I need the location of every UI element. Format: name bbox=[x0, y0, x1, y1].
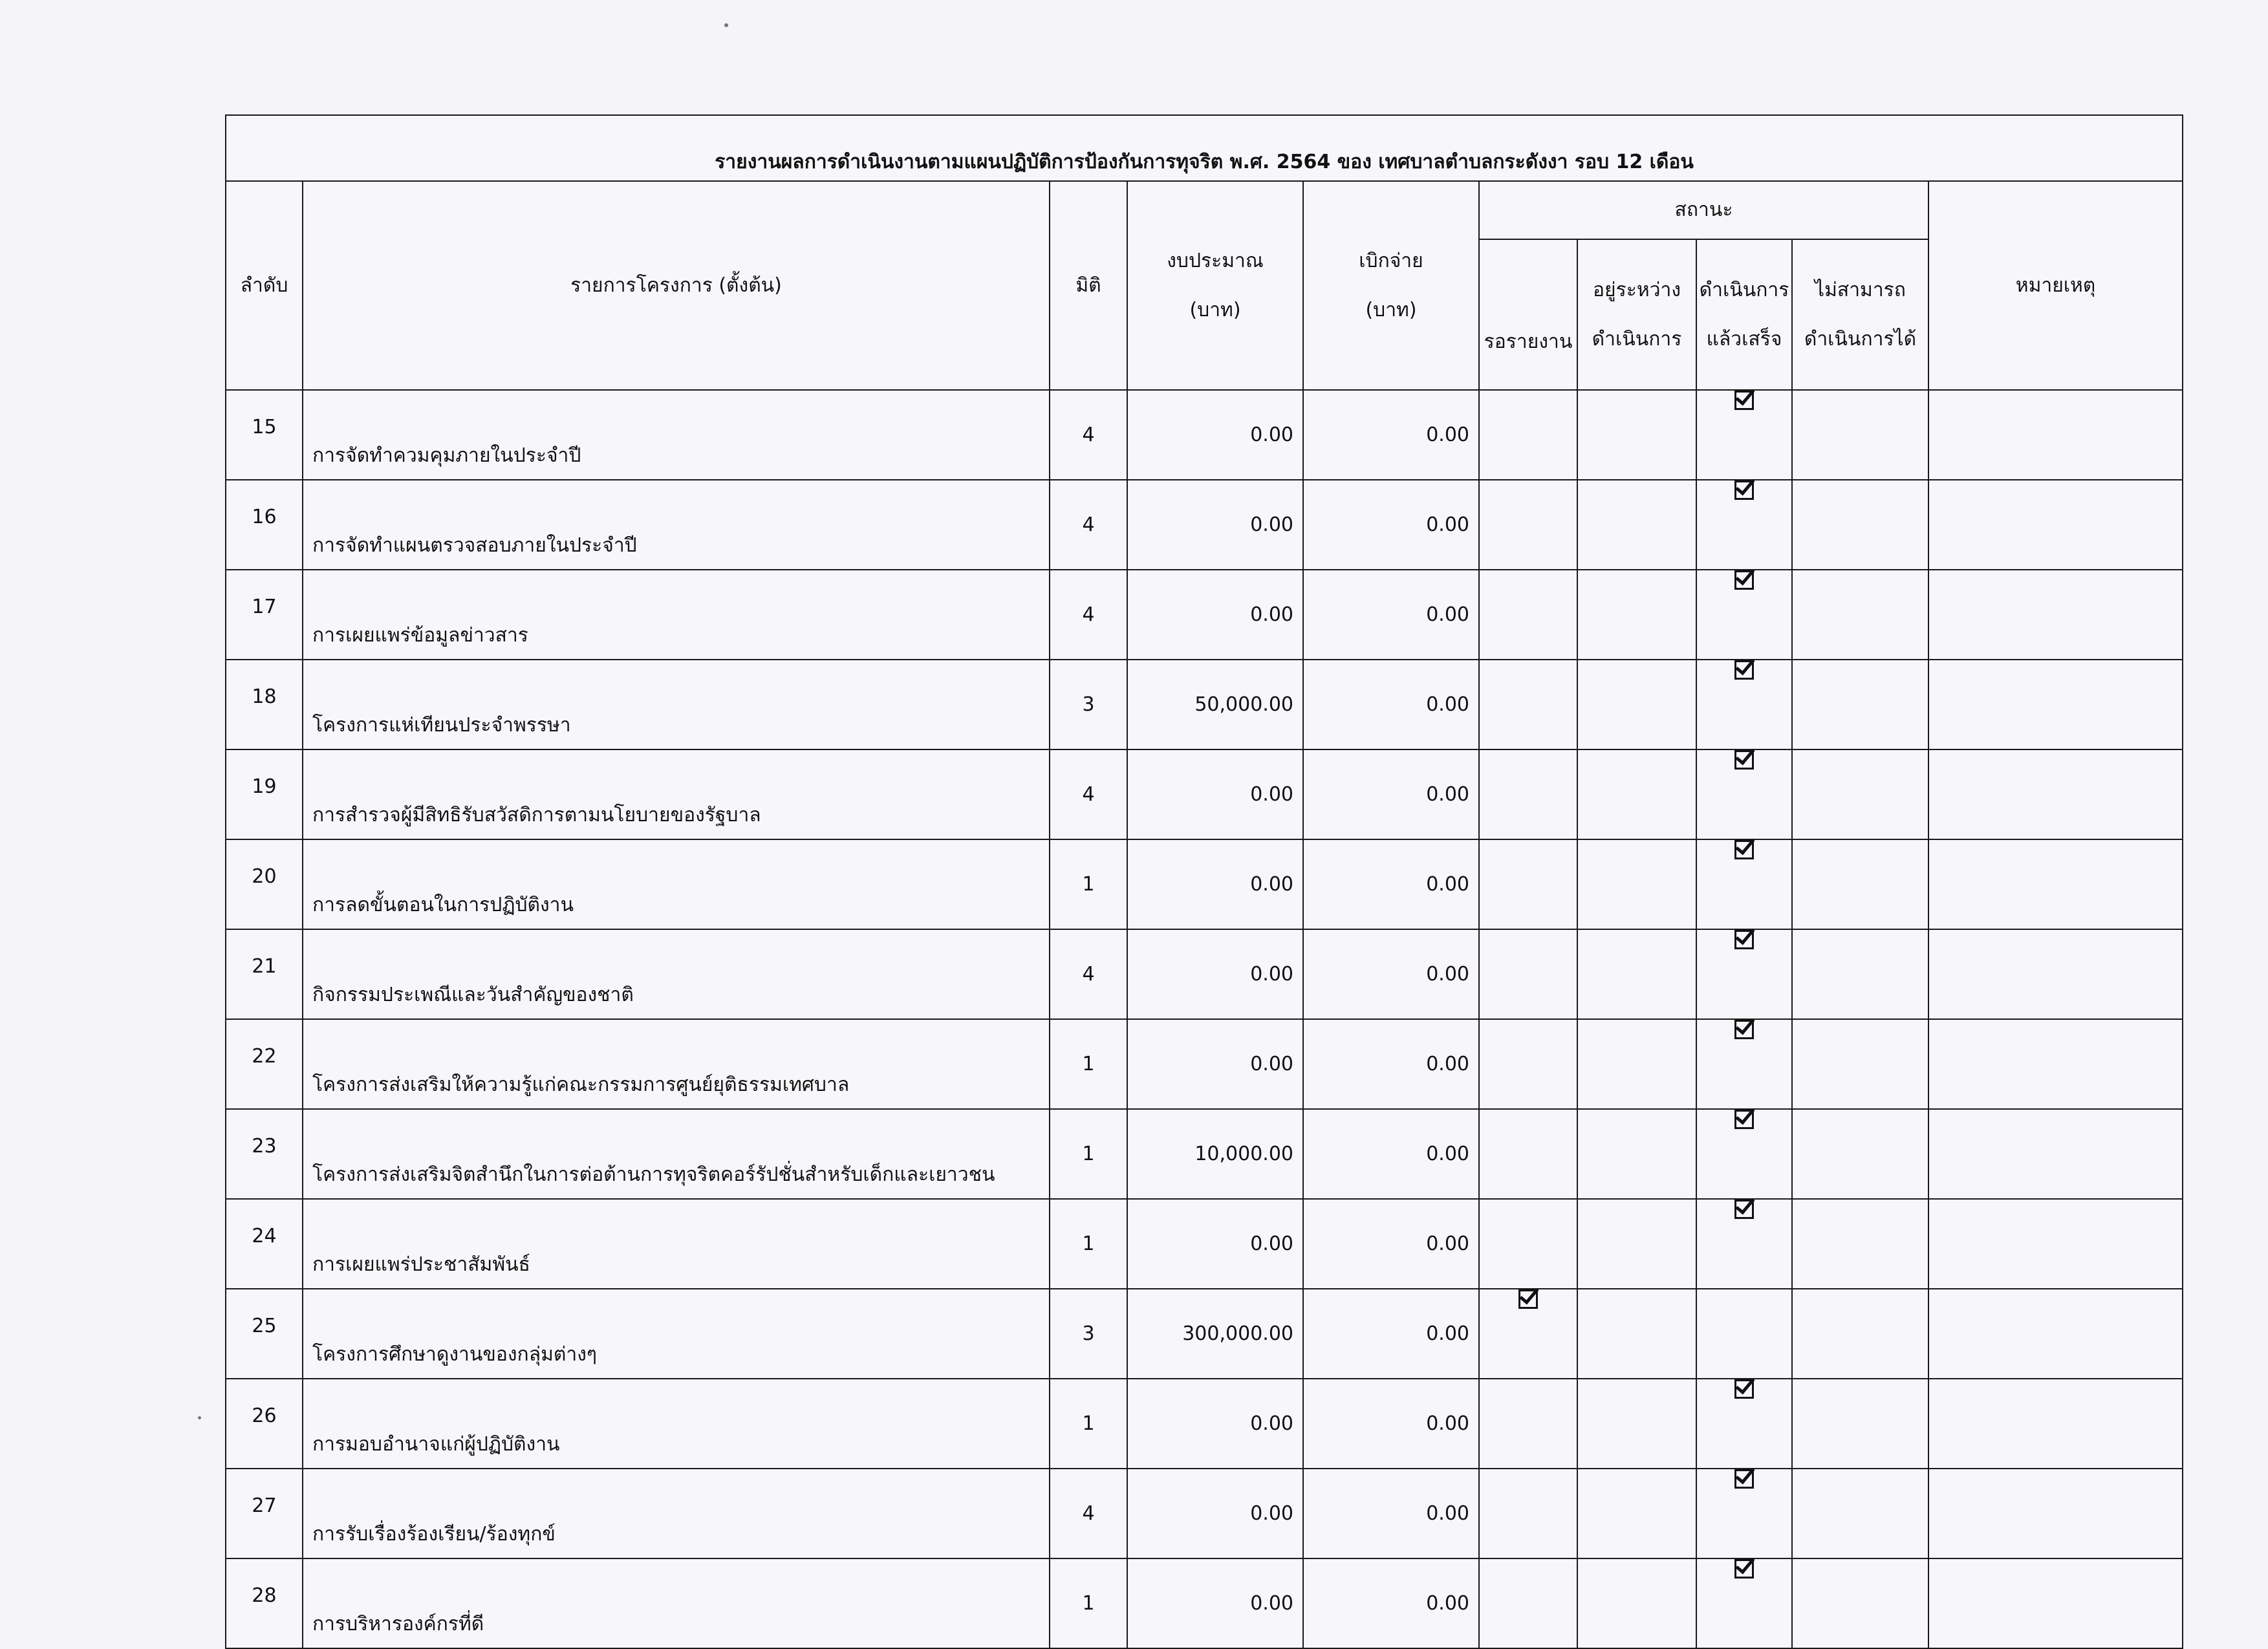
checkbox-checked-icon bbox=[1734, 570, 1754, 590]
remarks-cell bbox=[1928, 749, 2183, 839]
table-row bbox=[226, 480, 2183, 570]
budget-value: 0.00 bbox=[1127, 570, 1303, 660]
table-row bbox=[226, 390, 2183, 480]
table-row bbox=[226, 929, 2183, 1019]
row-number: 25 bbox=[226, 1289, 303, 1379]
header-status-unable bbox=[1792, 239, 1928, 390]
status-unable-cell bbox=[1792, 660, 1928, 749]
dimension-value: 1 bbox=[1050, 839, 1127, 929]
remarks-cell bbox=[1928, 1469, 2183, 1558]
row-number: 27 bbox=[226, 1469, 303, 1558]
budget-value: 0.00 bbox=[1127, 1379, 1303, 1469]
checkbox-checked-icon bbox=[1734, 750, 1754, 770]
header-status-in-progress-line2: ดำเนินการ bbox=[1592, 327, 1682, 350]
status-done-cell bbox=[1696, 929, 1792, 1019]
project-name: การเผยแพร่ข้อมูลข่าวสาร bbox=[303, 570, 1050, 660]
header-status-in-progress-line1: อยู่ระหว่าง bbox=[1593, 278, 1681, 301]
row-number: 17 bbox=[226, 570, 303, 660]
row-number: 26 bbox=[226, 1379, 303, 1469]
header-status-in-progress bbox=[1577, 239, 1696, 390]
status-waiting-cell bbox=[1479, 1379, 1577, 1469]
checkbox-checked-icon bbox=[1734, 1559, 1754, 1579]
header-dimension: มิติ bbox=[1050, 181, 1127, 390]
table-row bbox=[226, 570, 2183, 660]
status-done-cell bbox=[1696, 1558, 1792, 1648]
header-no: ลำดับ bbox=[226, 181, 303, 390]
scan-speck bbox=[198, 1416, 201, 1419]
status-unable-cell bbox=[1792, 1109, 1928, 1199]
status-waiting-cell bbox=[1479, 839, 1577, 929]
checkbox-checked-icon bbox=[1734, 1379, 1754, 1399]
status-unable-cell bbox=[1792, 1558, 1928, 1648]
budget-value: 0.00 bbox=[1127, 1199, 1303, 1289]
dimension-value: 1 bbox=[1050, 1558, 1127, 1648]
status-in-progress-cell bbox=[1577, 570, 1696, 660]
status-in-progress-cell bbox=[1577, 1109, 1696, 1199]
report-table bbox=[225, 114, 2183, 1649]
budget-value: 0.00 bbox=[1127, 1019, 1303, 1109]
dimension-value: 1 bbox=[1050, 1379, 1127, 1469]
dimension-value: 4 bbox=[1050, 749, 1127, 839]
dimension-value: 4 bbox=[1050, 929, 1127, 1019]
table-row bbox=[226, 660, 2183, 749]
status-waiting-cell bbox=[1479, 1109, 1577, 1199]
header-spent-line1: เบิกจ่าย bbox=[1359, 249, 1423, 272]
status-unable-cell bbox=[1792, 480, 1928, 570]
budget-value: 0.00 bbox=[1127, 480, 1303, 570]
dimension-value: 4 bbox=[1050, 1469, 1127, 1558]
row-number: 15 bbox=[226, 390, 303, 480]
status-unable-cell bbox=[1792, 1019, 1928, 1109]
spent-value: 0.00 bbox=[1303, 1469, 1479, 1558]
table-row bbox=[226, 1469, 2183, 1558]
checkbox-checked-icon bbox=[1518, 1289, 1538, 1309]
status-in-progress-cell bbox=[1577, 390, 1696, 480]
row-number: 16 bbox=[226, 480, 303, 570]
status-done-cell bbox=[1696, 749, 1792, 839]
header-budget bbox=[1127, 181, 1303, 390]
budget-value: 0.00 bbox=[1127, 390, 1303, 480]
status-done-cell bbox=[1696, 839, 1792, 929]
remarks-cell bbox=[1928, 1289, 2183, 1379]
budget-value: 0.00 bbox=[1127, 929, 1303, 1019]
status-unable-cell bbox=[1792, 839, 1928, 929]
table-row bbox=[226, 1558, 2183, 1648]
status-in-progress-cell bbox=[1577, 660, 1696, 749]
status-done-cell bbox=[1696, 570, 1792, 660]
status-in-progress-cell bbox=[1577, 839, 1696, 929]
status-waiting-cell bbox=[1479, 749, 1577, 839]
remarks-cell bbox=[1928, 839, 2183, 929]
spent-value: 0.00 bbox=[1303, 929, 1479, 1019]
status-waiting-cell bbox=[1479, 1469, 1577, 1558]
budget-value: 0.00 bbox=[1127, 1469, 1303, 1558]
dimension-value: 4 bbox=[1050, 480, 1127, 570]
status-done-cell bbox=[1696, 660, 1792, 749]
spent-value: 0.00 bbox=[1303, 1109, 1479, 1199]
dimension-value: 1 bbox=[1050, 1019, 1127, 1109]
header-status-unable-line2: ดำเนินการได้ bbox=[1804, 327, 1917, 350]
budget-value: 0.00 bbox=[1127, 1558, 1303, 1648]
spent-value: 0.00 bbox=[1303, 839, 1479, 929]
status-unable-cell bbox=[1792, 1289, 1928, 1379]
status-done-cell bbox=[1696, 1379, 1792, 1469]
checkbox-checked-icon bbox=[1734, 1110, 1754, 1129]
dimension-value: 4 bbox=[1050, 390, 1127, 480]
status-in-progress-cell bbox=[1577, 1199, 1696, 1289]
project-name: การเผยแพร่ประชาสัมพันธ์ bbox=[303, 1199, 1050, 1289]
status-done-cell bbox=[1696, 1109, 1792, 1199]
table-row bbox=[226, 1109, 2183, 1199]
project-name: การจัดทำควมคุมภายในประจำปี bbox=[303, 390, 1050, 480]
spent-value: 0.00 bbox=[1303, 749, 1479, 839]
status-in-progress-cell bbox=[1577, 1019, 1696, 1109]
spent-value: 0.00 bbox=[1303, 1379, 1479, 1469]
status-waiting-cell bbox=[1479, 660, 1577, 749]
remarks-cell bbox=[1928, 1558, 2183, 1648]
status-unable-cell bbox=[1792, 570, 1928, 660]
dimension-value: 1 bbox=[1050, 1199, 1127, 1289]
report-rows bbox=[226, 390, 2183, 1648]
status-waiting-cell bbox=[1479, 1558, 1577, 1648]
row-number: 18 bbox=[226, 660, 303, 749]
checkbox-checked-icon bbox=[1734, 1200, 1754, 1219]
checkbox-checked-icon bbox=[1734, 840, 1754, 859]
status-done-cell bbox=[1696, 390, 1792, 480]
checkbox-checked-icon bbox=[1734, 391, 1754, 410]
status-in-progress-cell bbox=[1577, 480, 1696, 570]
header-status-done bbox=[1696, 239, 1792, 390]
status-waiting-cell bbox=[1479, 390, 1577, 480]
remarks-cell bbox=[1928, 929, 2183, 1019]
header-spent bbox=[1303, 181, 1479, 390]
remarks-cell bbox=[1928, 1019, 2183, 1109]
spent-value: 0.00 bbox=[1303, 1558, 1479, 1648]
status-in-progress-cell bbox=[1577, 1469, 1696, 1558]
header-status-unable-line1: ไม่สามารถ bbox=[1815, 278, 1906, 301]
checkbox-checked-icon bbox=[1734, 930, 1754, 949]
status-in-progress-cell bbox=[1577, 1379, 1696, 1469]
status-in-progress-cell bbox=[1577, 1289, 1696, 1379]
header-status-done-line2: แล้วเสร็จ bbox=[1706, 327, 1782, 350]
dimension-value: 1 bbox=[1050, 1109, 1127, 1199]
header-budget-line1: งบประมาณ bbox=[1167, 249, 1264, 272]
checkbox-checked-icon bbox=[1734, 1020, 1754, 1039]
table-row bbox=[226, 1019, 2183, 1109]
status-in-progress-cell bbox=[1577, 749, 1696, 839]
status-done-cell bbox=[1696, 1199, 1792, 1289]
status-waiting-cell bbox=[1479, 570, 1577, 660]
status-waiting-cell bbox=[1479, 1199, 1577, 1289]
project-name: โครงการศึกษาดูงานของกลุ่มต่างๆ bbox=[303, 1289, 1050, 1379]
status-done-cell bbox=[1696, 1019, 1792, 1109]
status-unable-cell bbox=[1792, 1199, 1928, 1289]
project-name: โครงการส่งเสริมให้ความรู้แก่คณะกรรมการศูนย์ยุติธรรมเทศบาล bbox=[303, 1019, 1050, 1109]
table-row bbox=[226, 1199, 2183, 1289]
budget-value: 10,000.00 bbox=[1127, 1109, 1303, 1199]
spent-value: 0.00 bbox=[1303, 570, 1479, 660]
status-waiting-cell bbox=[1479, 929, 1577, 1019]
checkbox-checked-icon bbox=[1734, 480, 1754, 500]
spent-value: 0.00 bbox=[1303, 1199, 1479, 1289]
row-number: 24 bbox=[226, 1199, 303, 1289]
project-name: การจัดทำแผนตรวจสอบภายในประจำปี bbox=[303, 480, 1050, 570]
dimension-value: 4 bbox=[1050, 570, 1127, 660]
table-row bbox=[226, 839, 2183, 929]
remarks-cell bbox=[1928, 480, 2183, 570]
status-in-progress-cell bbox=[1577, 1558, 1696, 1648]
status-waiting-cell bbox=[1479, 480, 1577, 570]
status-done-cell bbox=[1696, 1289, 1792, 1379]
row-number: 23 bbox=[226, 1109, 303, 1199]
header-project: รายการโครงการ (ตั้งต้น) bbox=[303, 181, 1050, 390]
scan-speck bbox=[724, 23, 728, 27]
budget-value: 0.00 bbox=[1127, 749, 1303, 839]
status-unable-cell bbox=[1792, 929, 1928, 1019]
checkbox-checked-icon bbox=[1734, 660, 1754, 680]
project-name: กิจกรรมประเพณีและวันสำคัญของชาติ bbox=[303, 929, 1050, 1019]
remarks-cell bbox=[1928, 1379, 2183, 1469]
project-name: การมอบอำนาจแก่ผู้ปฏิบัติงาน bbox=[303, 1379, 1050, 1469]
budget-value: 50,000.00 bbox=[1127, 660, 1303, 749]
budget-value: 300,000.00 bbox=[1127, 1289, 1303, 1379]
report-title: รายงานผลการดำเนินงานตามแผนปฏิบัติการป้องกันการทุจริต พ.ศ. 2564 ของ เทศบาลตำบลกระดังงา รอบ 12 เดือน bbox=[226, 115, 2183, 181]
checkbox-checked-icon bbox=[1734, 1469, 1754, 1489]
status-unable-cell bbox=[1792, 1379, 1928, 1469]
spent-value: 0.00 bbox=[1303, 390, 1479, 480]
remarks-cell bbox=[1928, 390, 2183, 480]
project-name: การรับเรื่องร้องเรียน/ร้องทุกข์ bbox=[303, 1469, 1050, 1558]
remarks-cell bbox=[1928, 1109, 2183, 1199]
row-number: 20 bbox=[226, 839, 303, 929]
project-name: การลดขั้นตอนในการปฏิบัติงาน bbox=[303, 839, 1050, 929]
budget-value: 0.00 bbox=[1127, 839, 1303, 929]
remarks-cell bbox=[1928, 570, 2183, 660]
table-row bbox=[226, 1289, 2183, 1379]
status-unable-cell bbox=[1792, 749, 1928, 839]
header-status-done-line1: ดำเนินการ bbox=[1699, 278, 1789, 301]
status-waiting-cell bbox=[1479, 1289, 1577, 1379]
project-name: โครงการส่งเสริมจิตสำนึกในการต่อต้านการทุจริตคอร์รัปชั่นสำหรับเด็กและเยาวชน bbox=[303, 1109, 1050, 1199]
status-unable-cell bbox=[1792, 390, 1928, 480]
row-number: 22 bbox=[226, 1019, 303, 1109]
dimension-value: 3 bbox=[1050, 660, 1127, 749]
remarks-cell bbox=[1928, 660, 2183, 749]
status-waiting-cell bbox=[1479, 1019, 1577, 1109]
project-name: โครงการแห่เทียนประจำพรรษา bbox=[303, 660, 1050, 749]
spent-value: 0.00 bbox=[1303, 1019, 1479, 1109]
header-spent-line2: (บาท) bbox=[1365, 298, 1417, 321]
remarks-cell bbox=[1928, 1199, 2183, 1289]
project-name: การบริหารองค์กรที่ดี bbox=[303, 1558, 1050, 1648]
row-number: 19 bbox=[226, 749, 303, 839]
status-unable-cell bbox=[1792, 1469, 1928, 1558]
header-remarks: หมายเหตุ bbox=[1928, 181, 2183, 390]
status-in-progress-cell bbox=[1577, 929, 1696, 1019]
header-budget-line2: (บาท) bbox=[1189, 298, 1241, 321]
table-row bbox=[226, 1379, 2183, 1469]
header-status-waiting: รอรายงาน bbox=[1479, 239, 1577, 390]
spent-value: 0.00 bbox=[1303, 480, 1479, 570]
status-done-cell bbox=[1696, 1469, 1792, 1558]
spent-value: 0.00 bbox=[1303, 660, 1479, 749]
status-done-cell bbox=[1696, 480, 1792, 570]
header-status: สถานะ bbox=[1479, 181, 1928, 239]
spent-value: 0.00 bbox=[1303, 1289, 1479, 1379]
row-number: 21 bbox=[226, 929, 303, 1019]
project-name: การสำรวจผู้มีสิทธิรับสวัสดิการตามนโยบายของรัฐบาล bbox=[303, 749, 1050, 839]
table-row bbox=[226, 749, 2183, 839]
row-number: 28 bbox=[226, 1558, 303, 1648]
dimension-value: 3 bbox=[1050, 1289, 1127, 1379]
